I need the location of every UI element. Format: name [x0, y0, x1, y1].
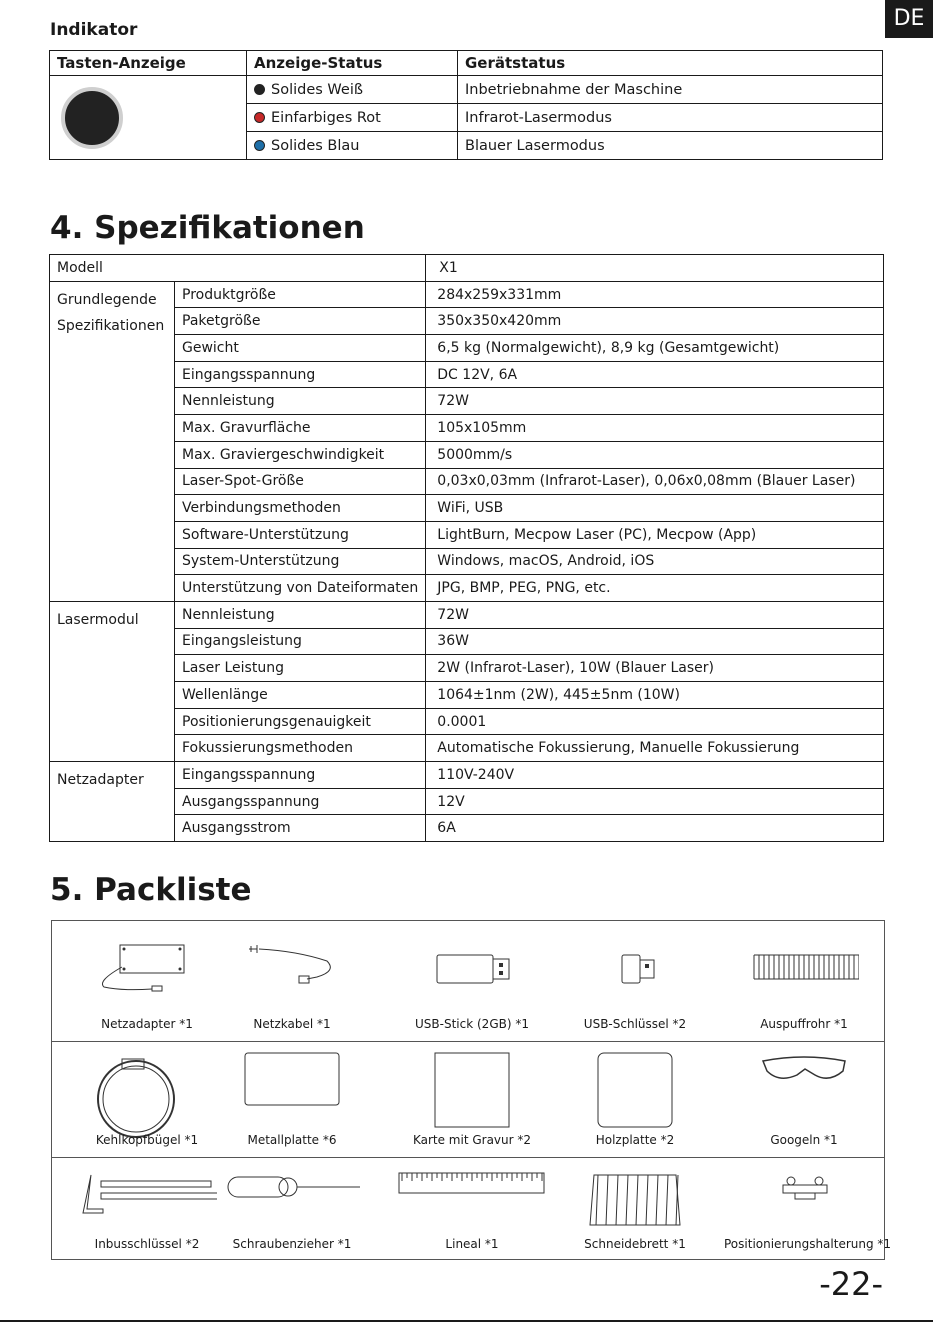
spec-value: 5000mm/s	[426, 441, 884, 468]
packlist-item-label: Lineal *1	[445, 1237, 499, 1251]
spec-row	[50, 575, 884, 602]
header-display-status: Anzeige-Status	[247, 51, 458, 76]
spec-key: Paketgröße	[175, 308, 426, 335]
status-cell	[247, 104, 458, 132]
spec-key: Laser Leistung	[175, 655, 426, 682]
device-status-cell: Infrarot-Lasermodus	[458, 104, 883, 132]
packlist-item-label: USB-Schlüssel *2	[583, 1017, 687, 1031]
spec-key: Max. Gravurfläche	[175, 415, 426, 442]
packlist-item-label: Inbusschlüssel *2	[94, 1237, 200, 1251]
status-text: Solides Blau	[271, 137, 360, 154]
spec-row	[50, 682, 884, 709]
hex-key-icon	[67, 1169, 227, 1222]
spec-key: Ausgangsspannung	[175, 788, 426, 815]
spec-key: System-Unterstützung	[175, 548, 426, 575]
spec-group-name: Netzadapter	[50, 762, 175, 842]
screwdriver-icon	[212, 1169, 372, 1212]
spec-row	[50, 628, 884, 655]
status-cell	[247, 76, 458, 104]
spec-key: Eingangsspannung	[175, 762, 426, 789]
spec-key: Gewicht	[175, 335, 426, 362]
spec-key: Wellenlänge	[175, 682, 426, 709]
spec-key: Eingangsspannung	[175, 361, 426, 388]
indicator-header-row	[50, 51, 883, 76]
spec-value: 36W	[426, 628, 884, 655]
spec-key: Ausgangsstrom	[175, 815, 426, 842]
spec-value: 105x105mm	[426, 415, 884, 442]
wood-plate-icon	[555, 1049, 715, 1132]
spec-row	[50, 361, 884, 388]
packlist-item-label: Holzplatte *2	[595, 1133, 675, 1147]
positioning-bracket-icon	[724, 1169, 884, 1212]
language-badge: DE	[885, 0, 933, 38]
model-value: X1	[426, 255, 884, 282]
header-button-display: Tasten-Anzeige	[50, 51, 247, 76]
packlist-item	[212, 921, 372, 1041]
spec-group-name: Lasermodul	[50, 601, 175, 761]
packlist-item-label: Metallplatte *6	[247, 1133, 337, 1147]
spec-value: 284x259x331mm	[426, 281, 884, 308]
spec-row	[50, 281, 884, 308]
spec-value: 350x350x420mm	[426, 308, 884, 335]
spec-key: Software-Unterstützung	[175, 521, 426, 548]
packlist-item	[555, 1041, 715, 1157]
packlist-item	[555, 1157, 715, 1261]
spec-row	[50, 468, 884, 495]
spec-key: Unterstützung von Dateiformaten	[175, 575, 426, 602]
spec-value: 72W	[426, 388, 884, 415]
spec-value: 12V	[426, 788, 884, 815]
metal-plate-icon	[212, 1049, 372, 1112]
spec-value: 6A	[426, 815, 884, 842]
packlist-item-label: Positionierungshalterung *1	[724, 1237, 892, 1251]
device-status-cell: Inbetriebnahme der Maschine	[458, 76, 883, 104]
packlist-item	[724, 921, 884, 1041]
spec-row	[50, 815, 884, 842]
spec-value: 2W (Infrarot-Laser), 10W (Blauer Laser)	[426, 655, 884, 682]
cutting-board-icon	[555, 1169, 715, 1232]
packlist-item	[392, 1041, 552, 1157]
spec-key: Nennleistung	[175, 601, 426, 628]
packlist-item	[67, 1041, 227, 1157]
device-status-cell: Blauer Lasermodus	[458, 132, 883, 160]
spec-key: Max. Graviergeschwindigkeit	[175, 441, 426, 468]
status-dot-icon	[254, 140, 265, 151]
power-cable-icon	[212, 941, 372, 1004]
packlist-item	[555, 921, 715, 1041]
packlist-item-label: Auspuffrohr *1	[760, 1017, 848, 1031]
spec-row	[50, 762, 884, 789]
exhaust-pipe-icon	[724, 941, 884, 1004]
model-row	[50, 255, 884, 282]
packlist-item	[212, 1157, 372, 1261]
spec-key: Laser-Spot-Größe	[175, 468, 426, 495]
power-button-icon	[61, 87, 123, 149]
spec-row	[50, 441, 884, 468]
packlist-item	[212, 1041, 372, 1157]
spec-group-name: Grundlegende Spezifikationen	[50, 281, 175, 601]
indicator-title: Indikator	[50, 20, 138, 40]
spec-value: 6,5 kg (Normalgewicht), 8,9 kg (Gesamtgewicht)	[426, 335, 884, 362]
spec-value: 0.0001	[426, 708, 884, 735]
indicator-row	[50, 76, 883, 104]
spec-key: Nennleistung	[175, 388, 426, 415]
spec-key: Eingangsleistung	[175, 628, 426, 655]
specs-table	[49, 254, 884, 842]
spec-key: Verbindungsmethoden	[175, 495, 426, 522]
spec-row	[50, 708, 884, 735]
spec-value: JPG, BMP, PEG, PNG, etc.	[426, 575, 884, 602]
packlist-item	[67, 1157, 227, 1261]
spec-value: DC 12V, 6A	[426, 361, 884, 388]
packlist-item-label: Netzkabel *1	[253, 1017, 331, 1031]
spec-value: 110V-240V	[426, 762, 884, 789]
spec-row	[50, 521, 884, 548]
packlist-item	[67, 921, 227, 1041]
packlist-item-label: Netzadapter *1	[101, 1017, 193, 1031]
spec-row	[50, 388, 884, 415]
packlist-item-label: Googeln *1	[770, 1133, 838, 1147]
spec-key: Positionierungsgenauigkeit	[175, 708, 426, 735]
status-dot-icon	[254, 84, 265, 95]
packlist-box	[51, 920, 892, 1260]
spec-value: Windows, macOS, Android, iOS	[426, 548, 884, 575]
engraving-card-icon	[392, 1049, 552, 1132]
spec-value: 1064±1nm (2W), 445±5nm (10W)	[426, 682, 884, 709]
packlist-title: 5. Packliste	[50, 872, 252, 908]
header-device-status: Gerätstatus	[458, 51, 883, 76]
packlist-item-label: Schneidebrett *1	[584, 1237, 686, 1251]
spec-row	[50, 655, 884, 682]
page-number: -22-	[819, 1265, 883, 1303]
spec-value: LightBurn, Mecpow Laser (PC), Mecpow (App)	[426, 521, 884, 548]
status-dot-icon	[254, 112, 265, 123]
packlist-item-label: USB-Stick (2GB) *1	[415, 1017, 529, 1031]
spec-row	[50, 601, 884, 628]
usb-key-icon	[555, 941, 715, 1004]
goggles-icon	[724, 1049, 884, 1102]
packlist-item	[392, 921, 552, 1041]
usb-stick-icon	[392, 941, 552, 1004]
spec-value: Automatische Fokussierung, Manuelle Fokussierung	[426, 735, 884, 762]
spec-key: Fokussierungsmethoden	[175, 735, 426, 762]
spec-row	[50, 735, 884, 762]
spec-row	[50, 788, 884, 815]
power-adapter-icon	[67, 941, 227, 1004]
packlist-item-label: Karte mit Gravur *2	[412, 1133, 532, 1147]
spec-row	[50, 415, 884, 442]
indicator-table	[49, 50, 883, 160]
ruler-icon	[392, 1169, 552, 1202]
spec-row	[50, 548, 884, 575]
spec-row	[50, 495, 884, 522]
packlist-item-label: Schraubenzieher *1	[232, 1237, 352, 1251]
packlist-row	[52, 921, 884, 1042]
packlist-row	[52, 1157, 892, 1261]
spec-value: WiFi, USB	[426, 495, 884, 522]
spec-value: 0,03x0,03mm (Infrarot-Laser), 0,06x0,08mm (Blauer Laser)	[426, 468, 884, 495]
model-label: Modell	[50, 255, 426, 282]
packlist-item	[724, 1041, 884, 1157]
button-display-cell	[50, 76, 247, 160]
packlist-row	[52, 1041, 884, 1158]
status-cell	[247, 132, 458, 160]
packlist-item-label: Kehlkopfbügel *1	[95, 1133, 199, 1147]
status-text: Einfarbiges Rot	[271, 109, 381, 126]
specs-title: 4. Spezifikationen	[50, 210, 365, 246]
packlist-item	[724, 1157, 892, 1261]
bottom-divider	[0, 1320, 933, 1322]
spec-row	[50, 335, 884, 362]
packlist-item	[392, 1157, 552, 1261]
spec-key: Produktgröße	[175, 281, 426, 308]
spec-row	[50, 308, 884, 335]
status-text: Solides Weiß	[271, 81, 363, 98]
spec-value: 72W	[426, 601, 884, 628]
